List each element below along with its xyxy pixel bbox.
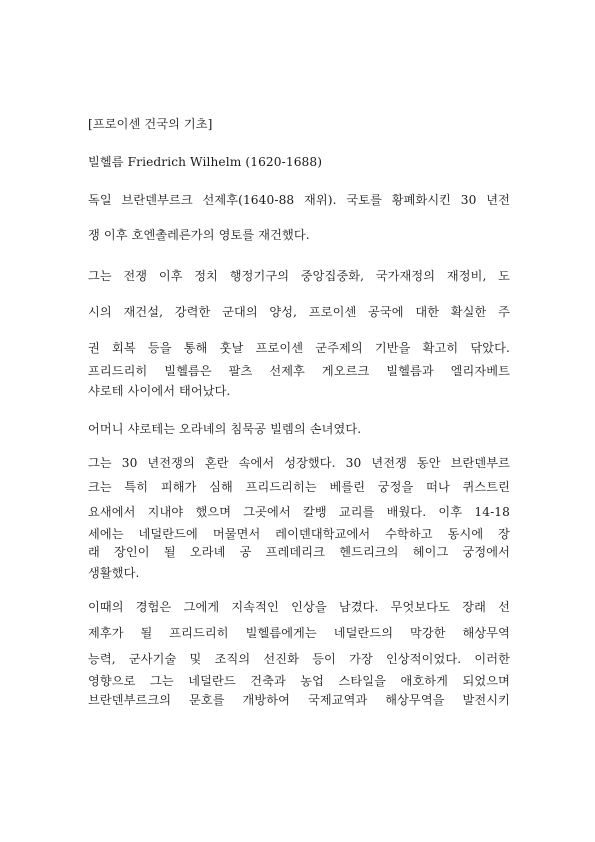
text-line: 영향으로 그는 네덜란드 건축과 농업 스타일을 애호하게 되었으며 <box>88 674 510 688</box>
text-line: 생활했다. <box>88 566 140 580</box>
document-subject: 빌헬름 Friedrich Wilhelm (1620-1688) <box>88 155 323 169</box>
text-line: 독일 브란덴부르크 선제후(1640-88 재위). 국토를 황폐화시킨 30 년전 <box>88 193 510 207</box>
text-line: 어머니 샤로테는 오라녜의 침묵공 빌렘의 손녀였다. <box>88 422 362 436</box>
text-line: 그는 전쟁 이후 정치 행정기구의 중앙집중화, 국가재정의 재정비, 도 <box>88 269 510 283</box>
text-line: 시의 재건설, 강력한 군대의 양성, 프로이센 공국에 대한 확실한 주 <box>88 305 510 319</box>
text-line: 제후가 될 프리드리히 빌헬름에게는 네덜란드의 막강한 해상무역 <box>88 626 510 640</box>
document-body <box>88 112 510 710</box>
text-line: 프리드리히 빌헬름은 팔츠 선제후 게오르크 빌헬름과 엘리자베트 <box>88 364 510 378</box>
text-line: 크는 특히 피해가 심해 프리드리히는 베를린 궁정을 떠나 퀴스트린 <box>88 480 510 494</box>
text-line: 세에는 네덜란드에 머물면서 레이덴대학교에서 수학하고 동시에 장 <box>88 527 510 541</box>
text-line: 쟁 이후 호엔촐레른가의 영토를 재건했다. <box>88 228 310 242</box>
text-line: 래 장인이 될 오라녜 공 프레데리크 헨드리크의 헤이그 궁정에서 <box>88 545 510 559</box>
text-line: 이때의 경험은 그에게 지속적인 인상을 남겼다. 무엇보다도 장래 선 <box>88 600 510 614</box>
text-line: 브란덴부르크의 문호를 개방하여 국제교역과 해상무역을 발전시키 <box>88 693 510 707</box>
text-line: 능력, 군사기술 및 조직의 선진화 등이 가장 인상적이었다. 이러한 <box>88 652 510 666</box>
text-line: 요새에서 지내야 했으며 그곳에서 칼뱅 교리를 배웠다. 이후 14-18 <box>88 505 510 519</box>
text-line: 권 회복 등을 통해 훗날 프로이센 군주제의 기반을 확고히 닦았다. <box>88 341 510 355</box>
document-title: [프로이센 건국의 기초] <box>88 117 213 131</box>
text-line: 그는 30 년전쟁의 혼란 속에서 성장했다. 30 년전쟁 동안 브란덴부르 <box>88 456 510 470</box>
text-line: 샤로테 사이에서 태어났다. <box>88 384 231 398</box>
